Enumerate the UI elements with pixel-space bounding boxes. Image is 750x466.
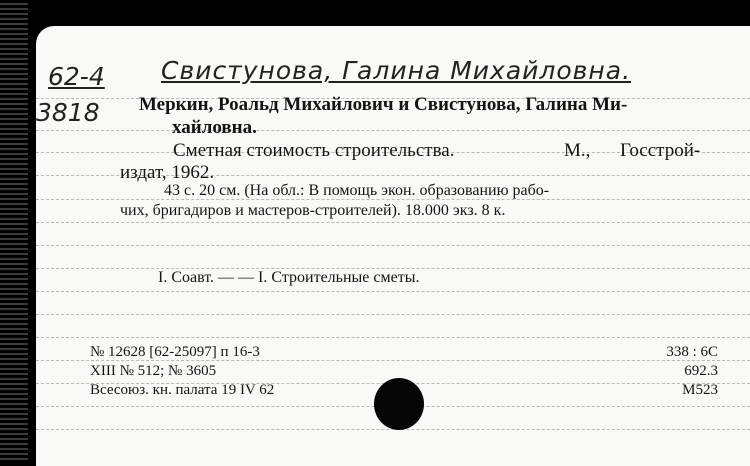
catalog-card: [36, 26, 750, 466]
footer-references: XIII № 512; № 3605: [90, 363, 217, 379]
ruled-line: [36, 222, 750, 223]
handwritten-heading: Свистунова, Галина Михайловна.: [161, 56, 632, 85]
ruled-line: [36, 130, 750, 131]
udc-number: 692.3: [684, 363, 718, 379]
ruled-line: [36, 337, 750, 338]
tracings: I. Соавт. — — I. Строительные сметы.: [158, 269, 420, 286]
card-drawer-edge: [0, 0, 36, 461]
footer-issuing-body: Всесоюз. кн. палата 19 IV 62: [90, 382, 275, 398]
classification-number: 338 : 6С: [666, 344, 718, 360]
ruled-line: [36, 245, 750, 246]
ruled-line: [36, 291, 750, 292]
ruled-line: [36, 314, 750, 315]
title-statement: Сметная стоимость строительства.: [173, 140, 455, 161]
author-mark: М523: [682, 382, 718, 398]
handwritten-shelf-number: 62-4: [48, 62, 105, 91]
physical-description-line-2: чих, бригадиров и мастеров-строителей). 18.000 экз. 8 к.: [120, 202, 506, 219]
author-heading-line-1: Меркин, Роальд Михайлович и Свистунова, Галина Ми-: [139, 94, 628, 115]
footer-record-number: № 12628 [62-25097] п 16-3: [90, 344, 260, 360]
publisher-start: Госстрой-: [620, 140, 701, 161]
place-of-publication: М.,: [564, 140, 591, 161]
physical-description-line-1: 43 с. 20 см. (На обл.: В помощь экон. образованию рабо-: [164, 182, 550, 199]
author-heading-line-2: хайловна.: [172, 117, 257, 138]
publisher-and-year: издат, 1962.: [120, 162, 215, 183]
handwritten-inventory-number: 3818: [36, 98, 100, 127]
punch-hole: [374, 378, 424, 430]
